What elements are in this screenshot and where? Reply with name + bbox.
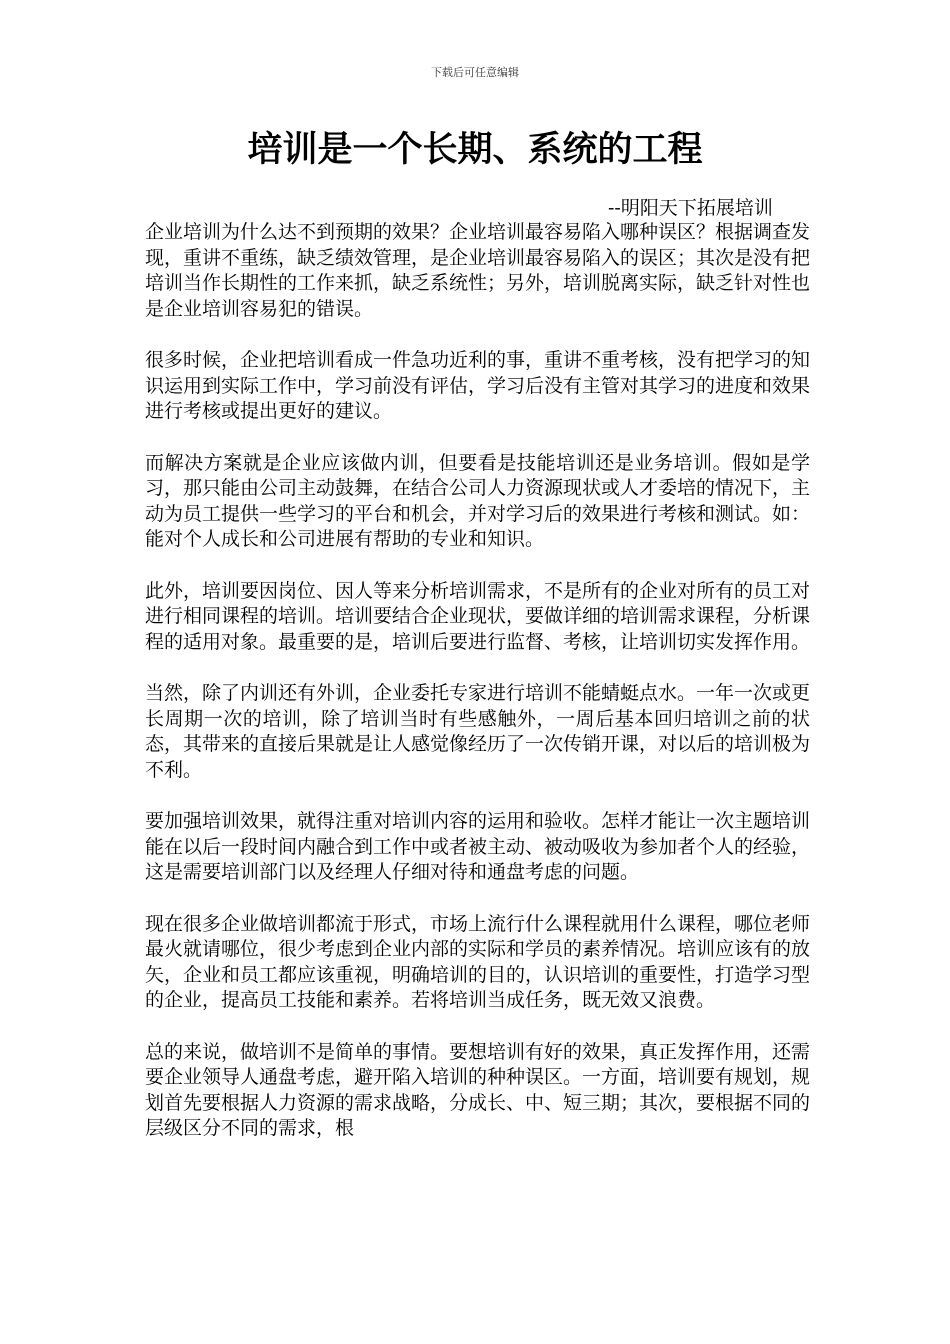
paragraph-1: 企业培训为什么达不到预期的效果？企业培训最容易陷入哪种误区？根据调查发现，重讲不重练，缺乏绩效管理，是企业培训最容易陷入的误区；其次是没有把培训当作长期性的工作来抓，缺乏系统性；另外，培训脱离实际，缺乏针对性也是企业培训容易犯的错误。 [145,221,811,320]
paragraph-2: 很多时候，企业把培训看成一件急功近利的事，重讲不重考核，没有把学习的知识运用到实际工作中，学习前没有评估，学习后没有主管对其学习的进度和效果进行考核或提出更好的建议。 [145,349,811,422]
byline: --明阳天下拓展培训 [608,197,773,219]
paragraph-4: 此外，培训要因岗位、因人等来分析培训需求，不是所有的企业对所有的员工对进行相同课程的培训。培训要结合企业现状，要做详细的培训需求课程，分析课程的适用对象。最重要的是，培训后要进行监督、考核，让培训切实发挥作用。 [145,579,811,653]
document-title: 培训是一个长期、系统的工程 [247,129,703,170]
header-note: 下载后可任意编辑 [431,66,519,79]
paragraph-3: 而解决方案就是企业应该做内训，但要看是技能培训还是业务培训。假如是学习，那只能由公司主动鼓舞，在结合公司人力资源现状或人才委培的情况下，主动为员工提供一些学习的平台和机会，并对学习后的效果进行考核和测试。如：能对个人成长和公司进展有帮助的专业和知识。 [145,451,811,550]
paragraph-5: 当然，除了内训还有外训，企业委托专家进行培训不能蜻蜓点水。一年一次或更长周期一次的培训，除了培训当时有些感触外，一周后基本回归培训之前的状态，其带来的直接后果就是让人感觉像经历了一次传销开课，对以后的培训极为不利。 [145,682,811,781]
paragraph-7: 现在很多企业做培训都流于形式，市场上流行什么课程就用什么课程，哪位老师最火就请哪位，很少考虑到企业内部的实际和学员的素养情况。培训应该有的放矢，企业和员工都应该重视，明确培训的目的，认识培训的重要性，打造学习型的企业，提高员工技能和素养。若将培训当成任务，既无效又浪费。 [145,912,811,1011]
paragraph-6: 要加强培训效果，就得注重对培训内容的运用和验收。怎样才能让一次主题培训能在以后一段时间内融合到工作中或者被主动、被动吸收为参加者个人的经验，这是需要培训部门以及经理人仔细对待和通盘考虑的问题。 [145,810,811,883]
article-body [145,220,810,1168]
paragraph-8: 总的来说，做培训不是简单的事情。要想培训有好的效果，真正发挥作用，还需要企业领导人通盘考虑，避开陷入培训的种种误区。一方面，培训要有规划，规划首先要根据人力资源的需求战略，分成长、中、短三期；其次，要根据不同的层级区分不同的需求，根 [145,1040,811,1139]
